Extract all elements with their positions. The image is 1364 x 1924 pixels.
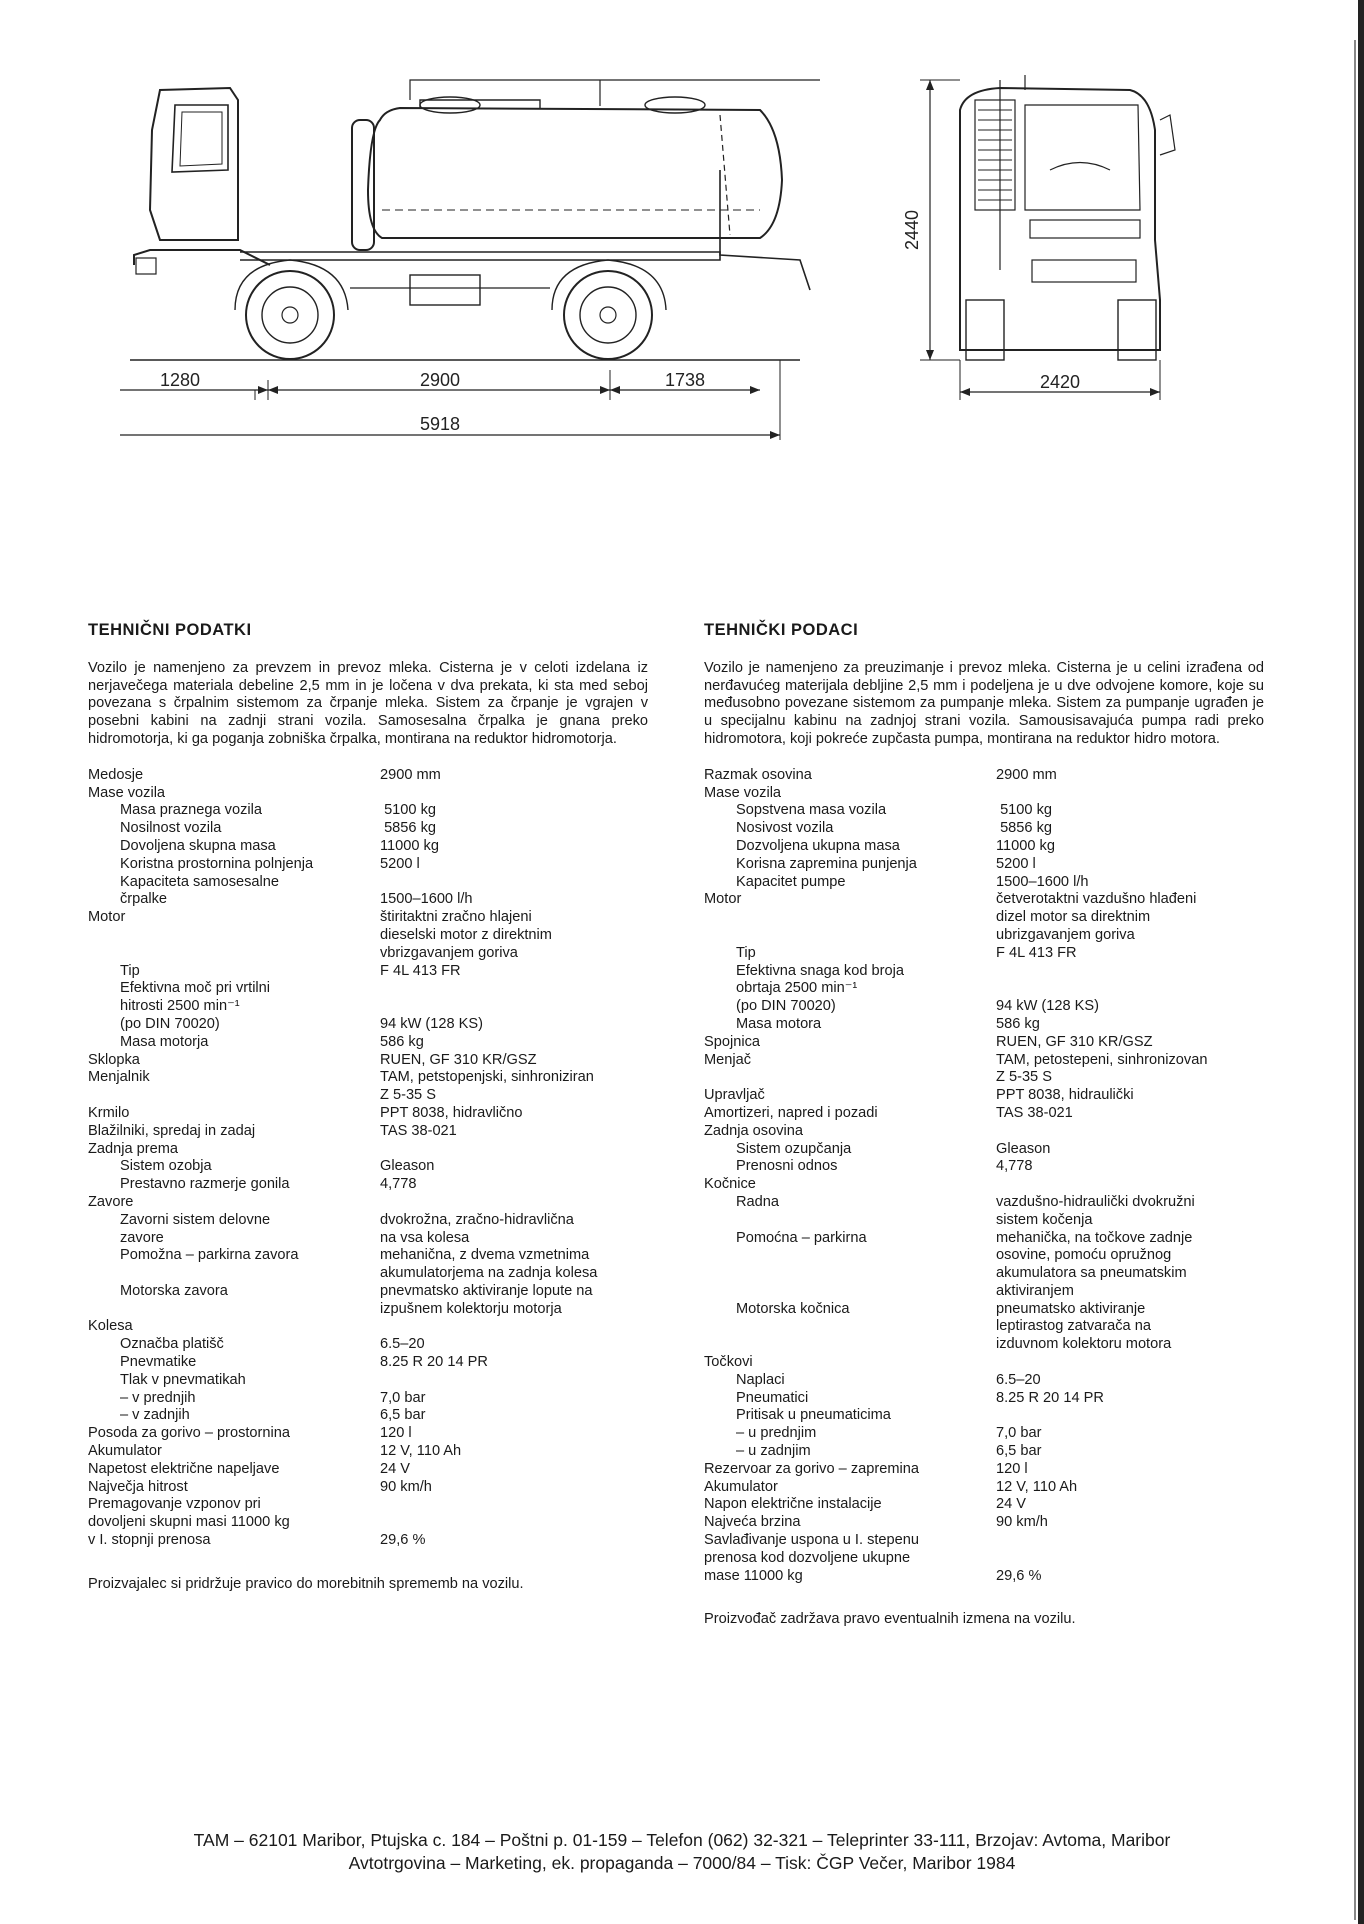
spec-value: TAS 38-021 — [996, 1104, 1073, 1121]
spec-row — [88, 1318, 648, 1336]
spec-value: Gleason — [996, 1140, 1051, 1157]
spec-row — [88, 874, 648, 910]
footer-line-address: TAM – 62101 Maribor, Ptujska c. 184 – Poštni p. 01-159 – Telefon (062) 32-321 – Teleprinter 33-111, Brzojav: Avtoma, Maribor — [193, 1830, 1171, 1850]
column-slovenian — [88, 622, 648, 1594]
spec-label: Napetost električne napeljave — [88, 1460, 280, 1477]
column-serbo-croatian — [704, 622, 1264, 1629]
spec-label: Tip — [736, 944, 756, 961]
spec-row — [704, 785, 1264, 803]
spec-label: Sklopka — [88, 1051, 140, 1068]
spec-row — [88, 1194, 648, 1212]
spec-label: Efektivna moč pri vrtilni hitrosti 2500 min⁻¹ (po DIN 70020) — [120, 980, 271, 1032]
spec-value: 12 V, 110 Ah — [996, 1478, 1078, 1495]
spec-value: PPT 8038, hidraulički — [996, 1087, 1134, 1104]
spec-value: vazdušno-hidraulički dvokružni sistem kočenja — [996, 1193, 1195, 1228]
spec-value: 94 kW (128 KS) — [380, 1015, 484, 1032]
spec-value: 12 V, 110 Ah — [380, 1443, 462, 1460]
spec-value: PPT 8038, hidravlično — [380, 1104, 523, 1121]
spec-label: Tlak v pnevmatikah — [120, 1371, 246, 1388]
spec-row — [704, 1123, 1264, 1141]
spec-label: Napon električne instalacije — [704, 1496, 882, 1513]
spec-row — [704, 874, 1264, 892]
spec-label: Masa motora — [736, 1015, 822, 1032]
spec-row — [88, 1247, 648, 1283]
spec-value: TAM, petstopenjski, sinhroniziran Z 5-35 S — [380, 1069, 594, 1104]
spec-row — [704, 1354, 1264, 1372]
spec-label: Motor — [88, 909, 126, 926]
spec-value: 24 V — [380, 1460, 411, 1477]
spec-row — [704, 820, 1264, 838]
spec-row — [704, 838, 1264, 856]
spec-value: 7,0 bar — [380, 1389, 426, 1406]
spec-value: 11000 kg — [996, 837, 1055, 854]
spec-label: Rezervoar za gorivo – zapremina — [704, 1460, 919, 1477]
spec-list — [704, 767, 1264, 1586]
spec-label: Mase vozila — [88, 784, 166, 801]
spec-label: Prestavno razmerje gonila — [120, 1176, 290, 1193]
spec-value — [380, 785, 648, 803]
spec-row — [704, 1141, 1264, 1159]
spec-value — [380, 1372, 648, 1390]
spec-value: TAM, petostepeni, sinhronizovan Z 5-35 S — [996, 1051, 1208, 1086]
spec-value: 90 km/h — [380, 1478, 432, 1495]
spec-value: F 4L 413 FR — [996, 944, 1077, 961]
spec-label: Kapaciteta samosesalne črpalke — [120, 873, 280, 908]
spec-value: 11000 kg — [380, 837, 439, 854]
spec-label: Akumulator — [88, 1443, 162, 1460]
spec-row — [704, 1301, 1264, 1354]
spec-label: Največja hitrost — [88, 1478, 188, 1495]
spec-label: Premagovanje vzponov pri dovoljeni skupni masi 11000 kg v I. stopnji prenosa — [88, 1496, 290, 1549]
spec-label: Sistem ozobja — [120, 1158, 212, 1175]
spec-value: 6.5–20 — [996, 1371, 1041, 1388]
spec-label: Menjalnik — [88, 1069, 150, 1086]
spec-label: Dozvoljena ukupna masa — [736, 837, 900, 854]
spec-row — [88, 1141, 648, 1159]
spec-row — [88, 767, 648, 785]
spec-label: Točkovi — [704, 1354, 753, 1371]
spec-label: Dovoljena skupna masa — [120, 837, 276, 854]
spec-row — [704, 1425, 1264, 1443]
spec-label: Zavorni sistem delovne zavore — [120, 1211, 271, 1246]
spec-row — [88, 1176, 648, 1194]
spec-row — [88, 1461, 648, 1479]
spec-value: mehanična, z dvema vzmetnima akumulatorjema na zadnja kolesa — [380, 1247, 598, 1282]
spec-value — [996, 1407, 1264, 1425]
spec-label: Spojnica — [704, 1033, 760, 1050]
spec-row — [704, 1176, 1264, 1194]
spec-label: Posoda za gorivo – prostornina — [88, 1425, 291, 1442]
spec-row — [88, 1158, 648, 1176]
spec-value — [380, 1141, 648, 1159]
spec-label: Pritisak u pneumaticima — [736, 1407, 891, 1424]
spec-label: Amortizeri, napred i pozadi — [704, 1104, 878, 1121]
spec-row — [704, 1087, 1264, 1105]
spec-label: Koristna prostornina polnjenja — [120, 855, 314, 872]
spec-label: Naplaci — [736, 1371, 785, 1388]
spec-value: RUEN, GF 310 KR/GSZ — [996, 1033, 1153, 1050]
spec-label: Menjač — [704, 1051, 752, 1068]
spec-row — [704, 1194, 1264, 1230]
spec-label: Tip — [120, 962, 140, 979]
spec-label: Zadnja prema — [88, 1140, 179, 1157]
spec-value: 5200 l — [380, 855, 420, 872]
spec-label: Prenosni odnos — [736, 1158, 838, 1175]
spec-label: Krmilo — [88, 1104, 130, 1121]
spec-value: 5100 kg — [380, 802, 436, 819]
spec-row — [704, 1461, 1264, 1479]
spec-label: Sistem ozupčanja — [736, 1140, 852, 1157]
dim-height: 2440 — [902, 209, 922, 251]
spec-row — [704, 1407, 1264, 1425]
spec-value: 8.25 R 20 14 PR — [380, 1354, 488, 1371]
spec-row — [88, 1372, 648, 1390]
spec-row — [704, 1105, 1264, 1123]
spec-row — [88, 1496, 648, 1549]
spec-value: F 4L 413 FR — [380, 962, 461, 979]
spec-row — [88, 1354, 648, 1372]
spec-value: pnevmatsko aktiviranje lopute na izpušnem kolektorju motorja — [380, 1282, 593, 1317]
spec-row — [704, 1372, 1264, 1390]
spec-value: 5856 kg — [380, 820, 436, 837]
spec-row — [88, 1212, 648, 1248]
publisher-footer — [0, 1829, 1364, 1875]
spec-row — [88, 856, 648, 874]
spec-label: Označba platišč — [120, 1336, 224, 1353]
spec-row — [88, 1052, 648, 1070]
spec-value: 4,778 — [380, 1176, 417, 1193]
spec-row — [88, 1034, 648, 1052]
spec-row — [88, 785, 648, 803]
spec-value — [380, 1318, 648, 1336]
spec-value: 5100 kg — [996, 802, 1052, 819]
spec-value: 6.5–20 — [380, 1336, 425, 1353]
spec-row — [88, 1123, 648, 1141]
spec-label: Motorska kočnica — [736, 1300, 850, 1317]
spec-row — [704, 856, 1264, 874]
spec-row — [704, 1034, 1264, 1052]
spec-row — [88, 1443, 648, 1461]
spec-value: 586 kg — [380, 1033, 424, 1050]
spec-label: – u prednjim — [736, 1425, 817, 1442]
spec-row — [88, 1069, 648, 1105]
spec-row — [88, 802, 648, 820]
spec-value: mehanička, na točkove zadnje osovine, pomoću opružnog akumulatora sa pneumatskim aktiviranjem — [996, 1229, 1193, 1299]
spec-label: Motor — [704, 891, 742, 908]
spec-label: Masa praznega vozila — [120, 802, 262, 819]
spec-label: Zavore — [88, 1193, 134, 1210]
spec-value: četverotaktni vazdušno hlađeni dizel motor sa direktnim ubrizgavanjem goriva — [996, 891, 1197, 943]
spec-value: RUEN, GF 310 KR/GSZ — [380, 1051, 537, 1068]
footer-line-print: Avtotrgovina – Marketing, ek. propaganda – 7000/84 – Tisk: ČGP Večer, Maribor 1984 — [348, 1853, 1016, 1873]
spec-list — [88, 767, 648, 1550]
spec-label: Zadnja osovina — [704, 1122, 803, 1139]
spec-row — [704, 891, 1264, 944]
spec-row — [704, 1479, 1264, 1497]
spec-value: 5200 l — [996, 855, 1036, 872]
spec-label: Kapacitet pumpe — [736, 873, 846, 890]
spec-row — [704, 945, 1264, 963]
section-title: TEHNIČKI PODACI — [704, 621, 859, 639]
spec-row — [704, 1052, 1264, 1088]
spec-label: Pomožna – parkirna zavora — [120, 1247, 299, 1264]
spec-row — [88, 980, 648, 1033]
spec-label: Razmak osovina — [704, 766, 812, 783]
spec-row — [704, 767, 1264, 785]
spec-row — [704, 802, 1264, 820]
spec-label: Savlađivanje uspona u I. stepenu prenosa kod dozvoljene ukupne mase 11000 kg — [704, 1532, 920, 1584]
dim-total-length: 5918 — [419, 414, 461, 434]
page-edge — [1358, 0, 1364, 1924]
spec-value: 90 km/h — [996, 1514, 1048, 1531]
spec-label: Blažilniki, spredaj in zadaj — [88, 1122, 256, 1139]
spec-value: 8.25 R 20 14 PR — [996, 1389, 1104, 1406]
page-edge-line — [1354, 40, 1356, 1920]
spec-label: Masa motorja — [120, 1033, 209, 1050]
spec-row — [704, 963, 1264, 1016]
spec-label: Mase vozila — [704, 784, 782, 801]
spec-value — [380, 1194, 648, 1212]
spec-label: Korisna zapremina punjenja — [736, 855, 917, 872]
dim-width: 2420 — [1039, 372, 1081, 392]
spec-label: Akumulator — [704, 1478, 778, 1495]
spec-value: 4,778 — [996, 1158, 1033, 1175]
spec-label: Upravljač — [704, 1087, 765, 1104]
spec-value: 6,5 bar — [996, 1443, 1042, 1460]
spec-label: – v zadnjih — [120, 1407, 190, 1424]
spec-label: Pneumatici — [736, 1389, 809, 1406]
spec-label: Radna — [736, 1193, 780, 1210]
spec-value: 5856 kg — [996, 820, 1052, 837]
disclaimer-note: Proizvajalec si pridržuje pravico do morebitnih sprememb na vozilu. — [88, 1575, 524, 1592]
spec-label: Medosje — [88, 766, 144, 783]
spec-value — [996, 785, 1264, 803]
spec-row — [88, 820, 648, 838]
spec-value: 24 V — [996, 1496, 1027, 1513]
spec-value: 1500–1600 l/h — [996, 873, 1089, 890]
spec-value: Gleason — [380, 1158, 435, 1175]
spec-label: – u zadnjim — [736, 1443, 811, 1460]
spec-label: Pomoćna – parkirna — [736, 1229, 867, 1246]
truck-technical-drawing — [120, 60, 1230, 440]
spec-row — [88, 838, 648, 856]
spec-row — [704, 1390, 1264, 1408]
spec-row — [704, 1514, 1264, 1532]
spec-row — [88, 1479, 648, 1497]
dim-wheelbase: 2900 — [419, 370, 461, 390]
spec-row — [88, 1425, 648, 1443]
spec-row — [88, 1336, 648, 1354]
dim-rear-overhang: 1738 — [664, 370, 706, 390]
section-title: TEHNIČNI PODATKI — [88, 621, 252, 639]
spec-label: Sopstvena masa vozila — [736, 802, 887, 819]
spec-label: Motorska zavora — [120, 1282, 228, 1299]
spec-row — [704, 1496, 1264, 1514]
spec-value — [996, 1176, 1264, 1194]
spec-value — [996, 1354, 1264, 1372]
spec-value: 1500–1600 l/h — [380, 891, 473, 908]
spec-value: TAS 38-021 — [380, 1122, 457, 1139]
spec-row — [704, 1230, 1264, 1301]
spec-label: Nosivost vozila — [736, 820, 834, 837]
spec-value: 120 l — [996, 1460, 1028, 1477]
spec-value: 120 l — [380, 1425, 412, 1442]
spec-label: – v prednjih — [120, 1389, 196, 1406]
spec-label: Efektivna snaga kod broja obrtaja 2500 min⁻¹ (po DIN 70020) — [736, 962, 904, 1015]
dim-front-overhang: 1280 — [159, 370, 201, 390]
spec-value: 586 kg — [996, 1015, 1040, 1032]
spec-label: Nosilnost vozila — [120, 820, 222, 837]
intro-paragraph: Vozilo je namenjeno za preuzimanje i prevoz mleka. Cisterna je u celini izrađena od nerđavućeg materijala debljine 2,5 mm i podeljena je u dve odvojene komore, koje su međusobno povezane sistemom za pumpanje mleka. Sistem za pumpanje ugrađen je u specijalnu kabinu na zadnjoj strani vozila. Samousisavajuća pumpa radi preko hidromotora, koji pokreće zupčasta pumpa, montirana na reduktor hidro motora. — [704, 659, 1264, 747]
spec-value: 6,5 bar — [380, 1407, 426, 1424]
spec-label: Pnevmatike — [120, 1354, 197, 1371]
spec-value: dvokrožna, zračno-hidravlična na vsa kolesa — [380, 1211, 574, 1246]
spec-label: Kočnice — [704, 1176, 756, 1193]
spec-row — [704, 1443, 1264, 1461]
spec-value: 29,6 % — [996, 1567, 1042, 1584]
disclaimer-note: Proizvođač zadržava pravo eventualnih izmena na vozilu. — [704, 1611, 1076, 1628]
spec-value: 94 kW (128 KS) — [996, 998, 1100, 1015]
spec-row — [704, 1532, 1264, 1585]
spec-row — [88, 909, 648, 962]
spec-row — [88, 1390, 648, 1408]
intro-paragraph: Vozilo je namenjeno za prevzem in prevoz mleka. Cisterna je v celoti izdelana iz nerjavečega materiala debeline 2,5 mm in je ločena v dva prekata, ki sta med seboj povezana s črpalnim sistemom za črpanje mleka. Sistem za črpanje je vgrajen v posebni kabini na zadnji strani vozila. Samosesalna črpalka je gnana preko hidromotorja, ki ga poganja zobniška črpalka, montirana na reduktor hidromotorja. — [88, 659, 648, 747]
spec-row — [88, 1283, 648, 1319]
spec-value: pneumatsko aktiviranje leptirastog zatvarača na izduvnom kolektoru motora — [996, 1300, 1172, 1353]
spec-value: 29,6 % — [380, 1532, 426, 1549]
spec-row — [88, 1407, 648, 1425]
spec-row — [88, 1105, 648, 1123]
spec-value: 2900 mm — [380, 766, 441, 783]
spec-value: 2900 mm — [996, 766, 1057, 783]
spec-row — [88, 963, 648, 981]
spec-value — [996, 1123, 1264, 1141]
spec-value: štiritaktni zračno hlajeni dieselski motor z direktnim vbrizgavanjem goriva — [380, 909, 552, 961]
spec-value: 7,0 bar — [996, 1425, 1042, 1442]
spec-label: Kolesa — [88, 1318, 133, 1335]
spec-label: Najveća brzina — [704, 1514, 801, 1531]
spec-row — [704, 1016, 1264, 1034]
spec-row — [704, 1158, 1264, 1176]
